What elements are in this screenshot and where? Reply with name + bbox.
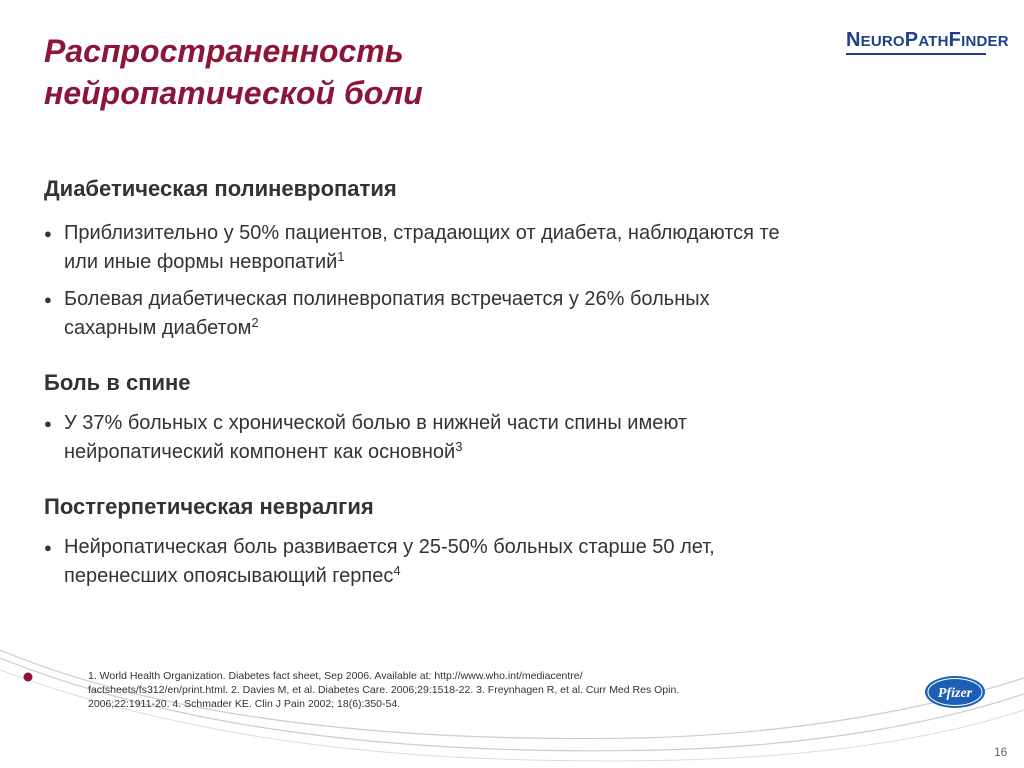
- bullet-dot-icon: ●: [44, 540, 52, 555]
- pfizer-logo-text: Pfizer: [937, 686, 973, 701]
- bullet-dot-icon: ●: [44, 226, 52, 241]
- logo-underline: [846, 53, 986, 55]
- section-heading-diabetic: Диабетическая полиневропатия: [44, 176, 397, 201]
- footnote-ref: 3: [455, 439, 463, 454]
- pfizer-logo: [924, 674, 986, 710]
- bullet-dot-icon: ●: [44, 292, 52, 307]
- section-heading-postherpetic: Постгерпетическая невралгия: [44, 494, 374, 519]
- footnote-ref: 4: [393, 563, 401, 578]
- slide-title: [44, 30, 664, 114]
- bullet-item: ● Болевая диабетическая полиневропатия встречается у 26% больных сахарным диабетом$^2$: [44, 285, 994, 343]
- bullet-item: ● У 37% больных с хронической болью в нижней части спины имеют нейропатический компонент как основной$^3$: [44, 409, 994, 467]
- page-number: 16: [994, 745, 1008, 759]
- bullet-dot-icon: ●: [44, 416, 52, 431]
- neuropathfinder-logo: [846, 29, 1009, 56]
- bullet-item: ● Приблизительно у 50% пациентов, страдающих от диабета, наблюдаются те или иные формы невропатий$^1$: [44, 219, 994, 277]
- references-footnote: 1. World Health Organization. Diabetes fact sheet, Sep 2006. Available at: http://www.who.int/mediacentre/ factsheets/fs312/en/print.html. 2. Davies M, et al. Diabetes Care. 2006;29:1518-22. 3. Freynhagen R, et al. Curr Med Res Opin. 2006;22:1911-20. 4. Schmader KE. Clin J Pain 2002; 18(6):350-54.: [88, 670, 680, 710]
- footnote-ref: 1: [337, 249, 345, 264]
- slide-title-line-1: Распространенность: [44, 33, 404, 69]
- neuropathfinder-logo-text: NEUROPATHFINDER: [846, 29, 1009, 51]
- footnote-ref: 2: [251, 315, 259, 330]
- slide-title-line-2: нейропатической боли: [44, 75, 423, 111]
- section-heading-back-pain: Боль в спине: [44, 370, 191, 395]
- accent-dot: [24, 673, 33, 682]
- bullet-item: ● Нейропатическая боль развивается у 25-50% больных старше 50 лет, перенесших опоясывающий герпес$^4$: [44, 533, 994, 591]
- slide-content: [44, 175, 994, 591]
